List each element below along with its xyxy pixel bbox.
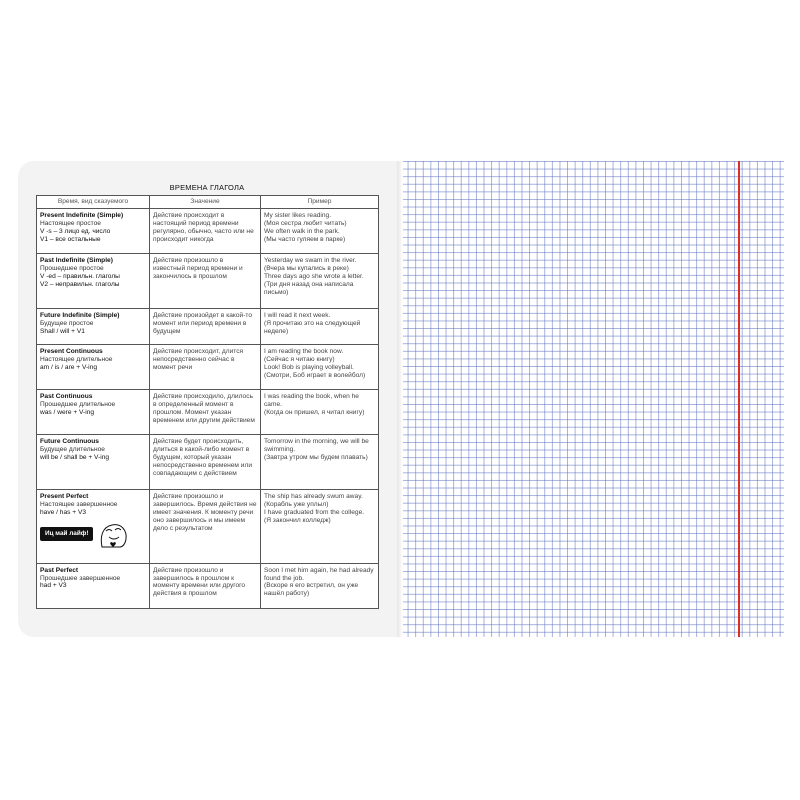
tense-cell (37, 563, 150, 608)
tense-cell (37, 254, 150, 309)
header-example: Пример (261, 196, 379, 209)
tense-name: Present Perfect (40, 493, 89, 501)
tense-subtitle: Прошедшее завершенное (40, 574, 121, 582)
header-meaning: Значение (150, 196, 261, 209)
meaning-cell: Действие произошло и завершилось. Время действия не имеет значения. К моменту речи оно завершилось и мы имеем дело с результатом (150, 490, 261, 564)
header-tense: Время, вид сказуемого (37, 196, 150, 209)
example-line: We often walk in the park. (264, 227, 340, 235)
example-cell (261, 344, 379, 389)
example-line: (Вчера мы купались в реке) (264, 265, 349, 273)
example-line: (Я прочитаю это на следующей неделе) (264, 319, 361, 335)
tense-formula: am / is / are + V-ing (40, 363, 97, 371)
meaning-cell: Действие происходило, длилось в определенный момент в прошлом. Момент указан временем или другим действием (150, 390, 261, 435)
tense-subtitle: Прошедшее простое (40, 265, 104, 273)
example-line: Soon I met him again, he had already found the job. (264, 566, 374, 582)
tense-cell (37, 390, 150, 435)
example-cell (261, 390, 379, 435)
tense-cell (37, 344, 150, 389)
tense-formula: Shall / will + V1 (40, 327, 85, 335)
tense-subtitle: Настоящее длительное (40, 355, 113, 363)
tense-subtitle: Настоящее простое (40, 219, 101, 227)
tense-name: Present Continuous (40, 347, 103, 355)
meaning-cell: Действие произошло в известный период времени и закончилось в прошлом (150, 254, 261, 309)
meaning-cell: Действие произойдет в какой-то момент или период времени в будущем (150, 308, 261, 344)
example-line: Tomorrow in the morning, we will be swimming. (264, 438, 369, 454)
tense-subtitle: Настоящее завершенное (40, 500, 118, 508)
example-line: (Сейчас я читаю книгу) (264, 355, 335, 363)
tense-name: Present Indefinite (Simple) (40, 211, 124, 219)
tense-formula: V -ed – правильн. глаголы (40, 273, 120, 281)
example-line: (Когда он пришел, я читал книгу) (264, 408, 365, 416)
example-line: Look! Bob is playing volleyball. (264, 363, 354, 371)
tense-formula: V1 – все остальные (40, 235, 101, 243)
tense-cell (37, 435, 150, 490)
margin-line (738, 161, 740, 637)
example-line: My sister likes reading. (264, 211, 332, 219)
meaning-cell: Действие произошло и завершилось в прошлом к моменту времени или другого действия в прошлом (150, 563, 261, 608)
table-row (37, 435, 379, 490)
example-line: Yesterday we swam in the river. (264, 257, 357, 265)
tense-name: Future Continuous (40, 438, 99, 446)
example-line: (Мы часто гуляем в парке) (264, 235, 346, 243)
tense-name: Past Indefinite (Simple) (40, 257, 113, 265)
example-cell (261, 435, 379, 490)
meaning-cell: Действие будет происходить, длиться в какой-либо момент в будущем, который указан непосредственно временем или совпадающим с действием (150, 435, 261, 490)
table-header-row (37, 196, 379, 209)
table-row (37, 390, 379, 435)
tense-cell (37, 308, 150, 344)
tense-cell (37, 490, 150, 564)
speech-sticker: Иц май лайф! (40, 527, 93, 541)
example-line: (Моя сестра любит читать) (264, 219, 347, 227)
table-row (37, 208, 379, 253)
tense-subtitle: Будущее простое (40, 319, 94, 327)
example-cell (261, 208, 379, 253)
tense-cell (37, 208, 150, 253)
example-line: (Корабль уже уплыл) (264, 500, 329, 508)
sticker-group (40, 519, 146, 549)
tense-formula: had + V3 (40, 582, 67, 590)
table-row (37, 490, 379, 564)
tense-subtitle: Будущее длительное (40, 446, 105, 454)
example-cell (261, 563, 379, 608)
grid-page (400, 161, 784, 637)
verb-tenses-table (36, 195, 379, 609)
tense-formula: will be / shall be + V-ing (40, 454, 110, 462)
tense-formula: V2 – неправильн. глаголы (40, 280, 120, 288)
tense-formula: have / has + V3 (40, 508, 87, 516)
table-row (37, 344, 379, 389)
tense-name: Future Indefinite (Simple) (40, 311, 120, 319)
tense-subtitle: Прошедшее длительное (40, 401, 116, 409)
tense-name: Past Perfect (40, 566, 79, 574)
table-title: ВРЕМЕНА ГЛАГОЛА (169, 183, 245, 192)
example-line: (Смотри, Боб играет в волейбол) (264, 371, 366, 379)
example-line: I will read it next week. (264, 311, 331, 319)
example-line: Three days ago she wrote a letter. (Три дня назад она написала письмо) (264, 273, 364, 296)
example-line: I was reading the book, when he came. (264, 393, 359, 409)
example-cell (261, 490, 379, 564)
table-row (37, 254, 379, 309)
example-cell (261, 308, 379, 344)
page-gutter (397, 161, 403, 637)
example-line: (Завтра утром мы будем плавать) (264, 454, 368, 462)
meaning-cell: Действие происходит в настоящий период времени регулярно, обычно, часто или не происходит никогда (150, 208, 261, 253)
cartoon-character-icon (96, 519, 130, 549)
table-row (37, 308, 379, 344)
example-line: The ship has already swum away. (264, 493, 363, 501)
tense-name: Past Continuous (40, 393, 93, 401)
tense-formula: was / were + V-ing (40, 408, 95, 416)
example-line: I am reading the book now. (264, 347, 344, 355)
meaning-cell: Действие происходит, длится непосредственно сейчас в момент речи (150, 344, 261, 389)
example-line: I have graduated from the college. (264, 508, 365, 516)
tense-formula: V -s – 3 лицо ед. число (40, 227, 111, 235)
example-line: (Вскоре я его встретил, он уже нашёл работу) (264, 582, 359, 598)
table-row (37, 563, 379, 608)
example-line: (Я закончил колледж) (264, 516, 331, 524)
example-cell (261, 254, 379, 309)
